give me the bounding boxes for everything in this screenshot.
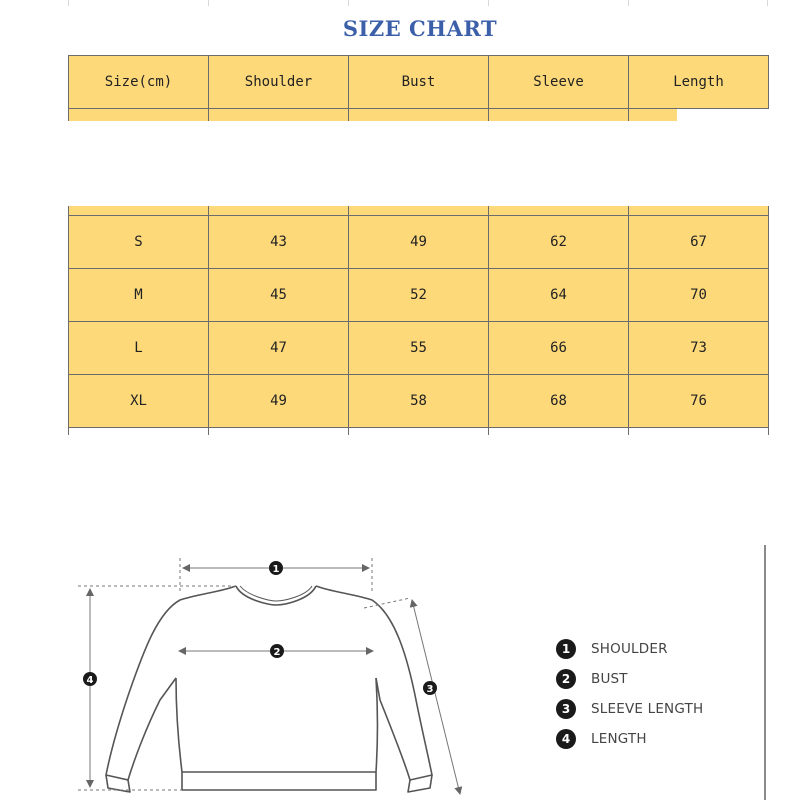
number-2-icon: 2	[556, 669, 576, 689]
svg-text:2: 2	[273, 647, 281, 658]
header-cell-bust: Bust	[349, 56, 489, 109]
number-4-icon: 4	[556, 729, 576, 749]
table-cell: 62	[489, 216, 629, 269]
svg-text:1: 1	[272, 564, 280, 575]
svg-text:4: 4	[86, 675, 94, 686]
table-bottom-edge	[68, 428, 769, 435]
sweater-outline	[106, 586, 432, 792]
table-cell: 47	[209, 322, 349, 375]
table-cell: 64	[489, 269, 629, 322]
top-rule-marks	[68, 0, 768, 8]
table-cell: L	[69, 322, 209, 375]
header-cell-length: Length	[629, 56, 769, 109]
number-3-icon: 3	[556, 699, 576, 719]
legend-item-bust	[556, 664, 703, 694]
size-table-body	[68, 215, 769, 428]
header-row	[69, 56, 769, 109]
table-cell: S	[69, 216, 209, 269]
table-cell: 66	[489, 322, 629, 375]
header-cell-shoulder: Shoulder	[209, 56, 349, 109]
number-1-icon: 1	[556, 639, 576, 659]
table-row	[69, 216, 769, 269]
table-cell: 49	[209, 375, 349, 428]
divider-line	[764, 545, 766, 800]
table-cell: 58	[349, 375, 489, 428]
table-cell: 70	[629, 269, 769, 322]
table-cell: 73	[629, 322, 769, 375]
table-row	[69, 322, 769, 375]
legend-label: BUST	[591, 671, 628, 687]
table-cell: 52	[349, 269, 489, 322]
legend-item-length	[556, 724, 703, 754]
table-cell: 43	[209, 216, 349, 269]
table-cell: M	[69, 269, 209, 322]
legend-label: SLEEVE LENGTH	[591, 701, 704, 717]
table-cell: XL	[69, 375, 209, 428]
table-row	[69, 269, 769, 322]
sweater-measurement-diagram	[70, 550, 480, 800]
marker-4-icon	[83, 672, 97, 686]
size-table-header	[68, 55, 769, 109]
legend-label: SHOULDER	[591, 641, 668, 657]
table-cut-stub	[68, 109, 677, 121]
table-cell: 49	[349, 216, 489, 269]
table-cell: 67	[629, 216, 769, 269]
table-cell: 55	[349, 322, 489, 375]
legend-label: LENGTH	[591, 731, 647, 747]
table-cell: 45	[209, 269, 349, 322]
header-cell-sleeve: Sleeve	[489, 56, 629, 109]
marker-3-icon	[423, 681, 437, 695]
measurement-legend	[556, 634, 703, 754]
svg-text:3: 3	[426, 684, 434, 695]
table-cell: 68	[489, 375, 629, 428]
marker-1-icon	[269, 561, 283, 575]
legend-item-shoulder	[556, 634, 703, 664]
marker-2-icon	[270, 644, 284, 658]
legend-item-sleeve-length	[556, 694, 703, 724]
page-title: SIZE CHART	[342, 16, 498, 41]
header-cell-size: Size(cm)	[69, 56, 209, 109]
table-cell: 76	[629, 375, 769, 428]
table-row	[69, 375, 769, 428]
